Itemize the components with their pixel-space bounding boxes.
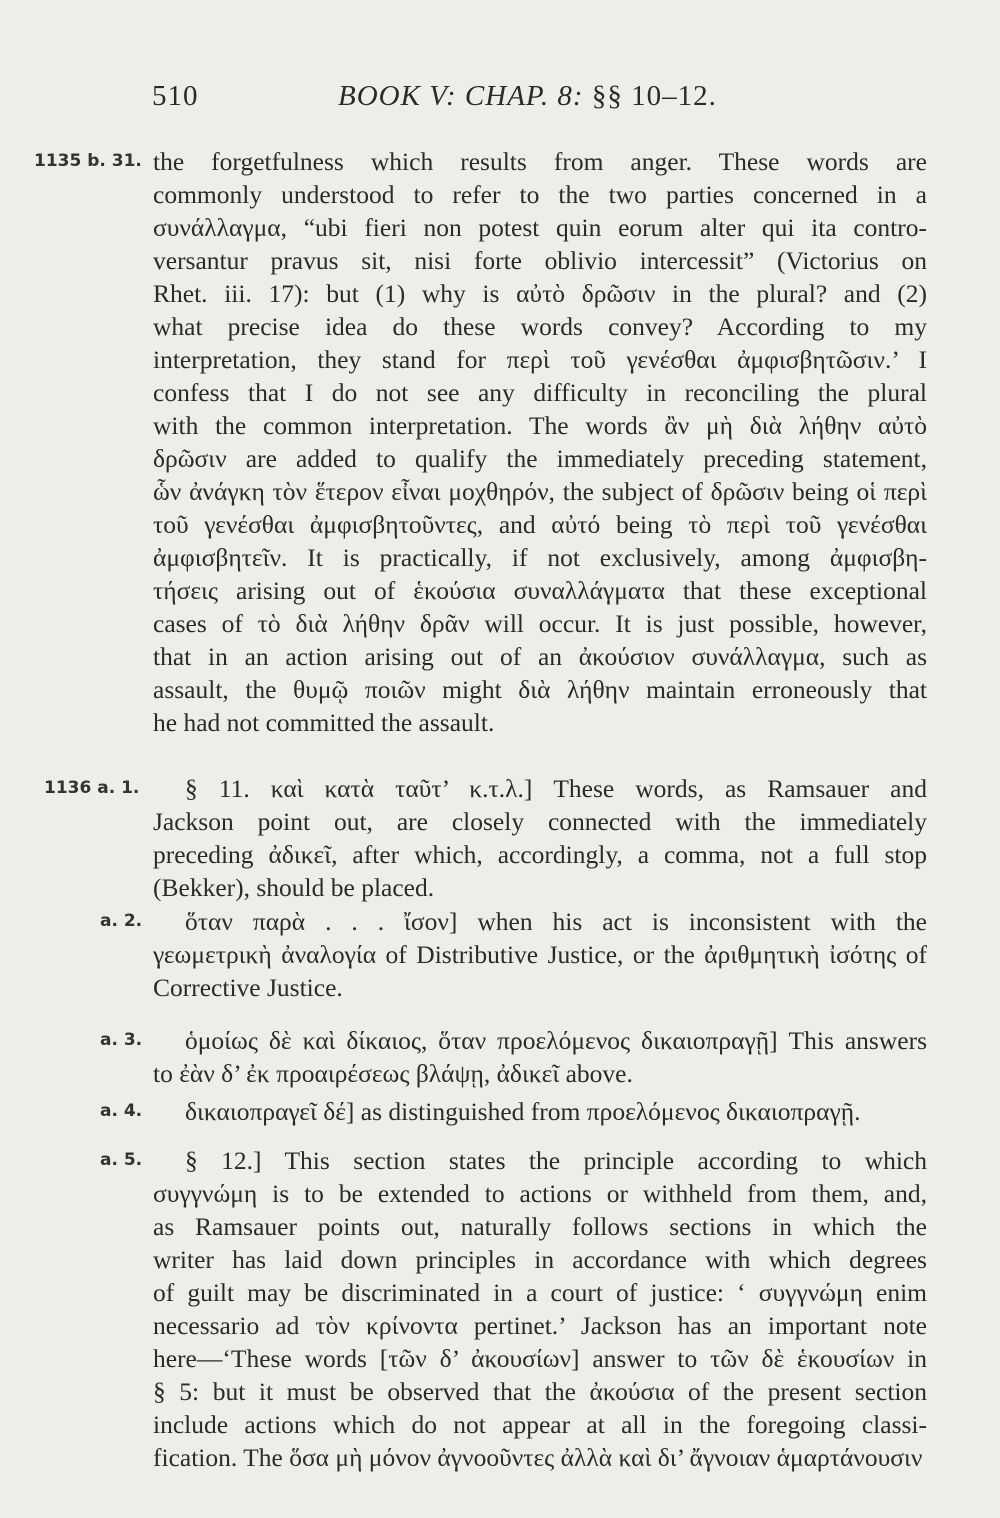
text-line: of guilt may be discriminated in a court of justice: ‘ συγγνώμη enim — [153, 1278, 927, 1307]
text-line: necessario ad τὸν κρίνοντα pertinet.’ Jackson has an important note — [153, 1311, 927, 1340]
text-line: Corrective Justice. — [153, 973, 343, 1002]
margin-reference: a. 5. — [100, 1150, 143, 1170]
text-line: as Ramsauer points out, naturally follows sections in which the — [153, 1212, 927, 1241]
text-line: versantur pravus sit, nisi forte oblivio intercessit” (Victorius on — [153, 246, 927, 275]
text-line: Jackson point out, are closely connected with the immediately — [153, 807, 927, 836]
margin-reference: 1136 a. 1. — [44, 778, 140, 798]
text-line: § 12.] This section states the principle according to which — [185, 1146, 927, 1175]
text-line: fication. The ὅσα μὴ μόνον ἀγνοοῦντες ἀλλὰ καὶ δι’ ἄγνοιαν ἁμαρτάνουσιν — [153, 1443, 923, 1472]
margin-reference: a. 3. — [100, 1030, 143, 1050]
text-line: § 11. καὶ κατὰ ταῦτ’ κ.τ.λ.] These words, as Ramsauer and — [185, 774, 927, 803]
text-line: include actions which do not appear at all in the foregoing classi- — [153, 1410, 927, 1439]
text-line: cases of τὸ διὰ λήθην δρᾶν will occur. It is just possible, however, — [153, 609, 927, 638]
text-line: δικαιοπραγεῖ δέ] as distinguished from προελόμενος δικαιοπραγῇ. — [185, 1097, 861, 1126]
text-line: that in an action arising out of an ἀκούσιον συνάλλαγμα, such as — [153, 642, 927, 671]
text-line: γεωμετρικὴ ἀναλογία of Distributive Justice, or the ἀριθμητικὴ ἰσότης of — [153, 940, 927, 969]
section-range: §§ 10–12. — [591, 80, 717, 112]
text-line: ὅταν παρὰ . . . ἴσον] when his act is inconsistent with the — [185, 907, 927, 936]
text-line: συγγνώμη is to be extended to actions or withheld from them, and, — [153, 1179, 927, 1208]
margin-reference: 1135 b. 31. — [34, 151, 142, 171]
text-line: Rhet. iii. 17): but (1) why is αὐτὸ δρῶσιν in the plural? and (2) — [153, 279, 927, 308]
text-line: what precise idea do these words convey? According to my — [153, 312, 927, 341]
text-line: ὧν ἀνάγκη τὸν ἕτερον εἶναι μοχθηρόν, the subject of δρῶσιν being οἱ περὶ — [153, 477, 927, 506]
text-line: τήσεις arising out of ἑκούσια συναλλάγματα that these exceptional — [153, 576, 927, 605]
text-line: τοῦ γενέσθαι ἀμφισβητοῦντες, and αὐτό being τὸ περὶ τοῦ γενέσθαι — [153, 510, 927, 539]
text-line: confess that I do not see any difficulty in reconciling the plural — [153, 378, 927, 407]
margin-reference: a. 2. — [100, 911, 143, 931]
text-line: assault, the θυμῷ ποιῶν might διὰ λήθην maintain erroneously that — [153, 675, 927, 704]
text-line: interpretation, they stand for περὶ τοῦ γενέσθαι ἀμφισβητῶσιν.’ I — [153, 345, 927, 374]
text-line: he had not committed the assault. — [153, 708, 495, 737]
text-line: ὁμοίως δὲ καὶ δίκαιος, ὅταν προελόμενος δικαιοπραγῇ] This answers — [185, 1026, 927, 1055]
text-line: here—‘These words [τῶν δ’ ἀκουσίων] answer to τῶν δὲ ἑκουσίων in — [153, 1344, 927, 1373]
margin-reference: a. 4. — [100, 1101, 143, 1121]
text-line: writer has laid down principles in accordance with which degrees — [153, 1245, 927, 1274]
text-line: § 5: but it must be observed that the ἀκούσια of the present section — [153, 1377, 927, 1406]
text-line: with the common interpretation. The words ἂν μὴ διὰ λήθην αὐτὸ — [153, 411, 927, 440]
text-line: (Bekker), should be placed. — [153, 873, 435, 902]
text-line: commonly understood to refer to the two parties concerned in a — [153, 180, 927, 209]
page-number: 510 — [152, 80, 199, 112]
text-line: ἀμφισβητεῖν. It is practically, if not exclusively, among ἀμφισβη- — [153, 543, 927, 572]
text-line: preceding ἀδικεῖ, after which, accordingly, a comma, not a full stop — [153, 840, 927, 869]
text-line: the forgetfulness which results from anger. These words are — [153, 147, 927, 176]
text-line: δρῶσιν are added to qualify the immediately preceding statement, — [153, 444, 927, 473]
text-line: to ἐὰν δ’ ἐκ προαιρέσεως βλάψῃ, ἀδικεῖ above. — [153, 1059, 633, 1088]
running-title: BOOK V: CHAP. 8: §§ 10–12. — [338, 80, 717, 112]
text-line: συνάλλαγμα, “ubi fieri non potest quin eorum alter qui ita contro- — [153, 213, 927, 242]
